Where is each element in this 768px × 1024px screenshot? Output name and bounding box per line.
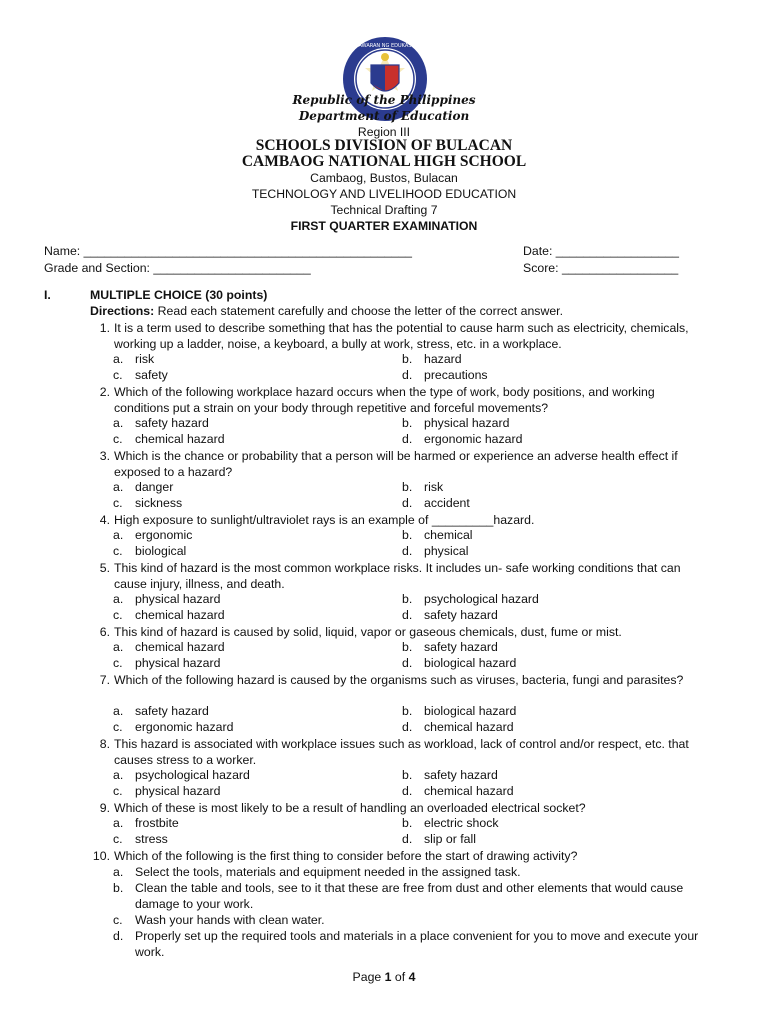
question-number: 6.	[99, 625, 110, 639]
division-line: SCHOOLS DIVISION OF BULACAN	[255, 137, 513, 154]
question-number: 10.	[92, 849, 110, 863]
option-c[interactable]: c. physical hazard	[113, 656, 221, 670]
question-text: This hazard is associated with workplace issues such as workload, lack of control and/or respect, etc. that causes stress to a worker.	[114, 737, 689, 767]
subject-line: Technical Drafting 7	[330, 203, 438, 217]
question-number: 1.	[99, 321, 110, 335]
option-c[interactable]: c. chemical hazard	[113, 432, 225, 446]
question-text: Which is the chance or probability that a person will be harmed or experience an adverse health effect if exposed to a hazard?	[114, 449, 678, 479]
question	[90, 848, 702, 864]
question	[90, 512, 702, 528]
question-number: 7.	[99, 673, 110, 687]
question-number: 2.	[99, 385, 110, 399]
option-a[interactable]: a. safety hazard	[113, 416, 209, 430]
question	[90, 320, 702, 352]
question-text: High exposure to sunlight/ultraviolet rays is an example of _________hazard.	[114, 513, 535, 527]
exam-title: FIRST QUARTER EXAMINATION	[290, 219, 478, 233]
name-field[interactable]: Name: ________________________________________________	[44, 244, 412, 258]
option-a[interactable]: a. chemical hazard	[113, 640, 225, 654]
question-number: 4.	[99, 513, 110, 527]
option-d[interactable]: d. chemical hazard	[402, 784, 514, 798]
option-b[interactable]: b. Clean the table and tools, see to it that these are free from dust and other elements that would cause damage to your work.	[113, 881, 684, 911]
grade-section-field[interactable]: Grade and Section: _______________________	[44, 261, 311, 275]
option-a[interactable]: a. risk	[113, 352, 155, 366]
question	[90, 560, 702, 592]
option-a[interactable]: a. safety hazard	[113, 704, 209, 718]
question-number: 3.	[99, 449, 110, 463]
option-b[interactable]: b. safety hazard	[402, 768, 498, 782]
question	[90, 736, 702, 768]
option-b[interactable]: b. hazard	[402, 352, 462, 366]
question	[90, 624, 702, 640]
option-c[interactable]: c. ergonomic hazard	[113, 720, 234, 734]
option-c[interactable]: c. Wash your hands with clean water.	[113, 913, 325, 927]
option-d[interactable]: d. precautions	[402, 368, 488, 382]
question-number: 9.	[99, 801, 110, 815]
option-d[interactable]: d. ergonomic hazard	[402, 432, 523, 446]
option-d[interactable]: d. Properly set up the required tools and materials in a place convenient for you to move and execute your work.	[113, 929, 699, 959]
date-field[interactable]: Date: __________________	[523, 244, 679, 258]
option-d[interactable]: d. safety hazard	[402, 608, 498, 622]
directions-label: Directions:	[90, 304, 155, 318]
region-line: Region III	[357, 125, 411, 139]
question-text: Which of the following is the first thing to consider before the start of drawing activity?	[114, 849, 578, 863]
option-b[interactable]: b. biological hazard	[402, 704, 517, 718]
directions	[90, 304, 563, 318]
score-field[interactable]: Score: _________________	[523, 261, 679, 275]
option-b[interactable]: b. chemical	[402, 528, 473, 542]
option-d[interactable]: d. slip or fall	[402, 832, 476, 846]
option-c[interactable]: c. stress	[113, 832, 168, 846]
option-b[interactable]: b. safety hazard	[402, 640, 498, 654]
department-line: Department of Education	[298, 109, 470, 123]
question	[90, 384, 702, 416]
option-b[interactable]: b. risk	[402, 480, 444, 494]
option-d[interactable]: d. biological hazard	[402, 656, 517, 670]
option-c[interactable]: c. sickness	[113, 496, 183, 510]
question-text: This kind of hazard is the most common workplace risks. It includes un- safe working conditions that can cause injury, illness, and death.	[114, 561, 681, 591]
section-number: I.	[44, 288, 51, 302]
page-number: Page 1 of 4	[352, 970, 416, 984]
option-d[interactable]: d. accident	[402, 496, 470, 510]
seal-lettering: KAGAWARAN NG EDUKASYON	[348, 43, 422, 49]
option-a[interactable]: a. ergonomic	[113, 528, 193, 542]
option-a[interactable]: a. psychological hazard	[113, 768, 250, 782]
subject-area-line: TECHNOLOGY AND LIVELIHOOD EDUCATION	[251, 187, 517, 201]
option-a[interactable]: a. Select the tools, materials and equipment needed in the assigned task.	[113, 865, 521, 879]
option-c[interactable]: c. physical hazard	[113, 784, 221, 798]
option-b[interactable]: b. physical hazard	[402, 416, 510, 430]
option-c[interactable]: c. chemical hazard	[113, 608, 225, 622]
address-line: Cambaog, Bustos, Bulacan	[310, 171, 458, 185]
option-a[interactable]: a. frostbite	[113, 816, 179, 830]
section-title: MULTIPLE CHOICE (30 points)	[90, 288, 268, 302]
option-c[interactable]: c. safety	[113, 368, 168, 382]
question-text: Which of these is most likely to be a result of handling an overloaded electrical socket?	[114, 801, 586, 815]
option-b[interactable]: b. electric shock	[402, 816, 499, 830]
option-a[interactable]: a. danger	[113, 480, 174, 494]
directions-text: Read each statement carefully and choose the letter of the correct answer.	[154, 304, 563, 318]
question	[90, 800, 702, 816]
question-text: It is a term used to describe something that has the potential to cause harm such as electricity, chemicals, working up a ladder, noise, a keyboard, a bully at work, stress, etc. in a workplace.	[114, 321, 689, 351]
option-c[interactable]: c. biological	[113, 544, 187, 558]
question-number: 8.	[99, 737, 110, 751]
republic-line: Republic of the Philippines	[292, 93, 476, 107]
question	[90, 448, 702, 480]
question-text: Which of the following hazard is caused by the organisms such as viruses, bacteria, fungi and parasites?	[114, 673, 684, 687]
option-d[interactable]: d. physical	[402, 544, 469, 558]
question-text: This kind of hazard is caused by solid, liquid, vapor or gaseous chemicals, dust, fume or mist.	[114, 625, 622, 639]
option-d[interactable]: d. chemical hazard	[402, 720, 514, 734]
school-line: CAMBAOG NATIONAL HIGH SCHOOL	[241, 153, 527, 170]
option-b[interactable]: b. psychological hazard	[402, 592, 539, 606]
option-a[interactable]: a. physical hazard	[113, 592, 221, 606]
question-number: 5.	[99, 561, 110, 575]
question-text: Which of the following workplace hazard occurs when the type of work, body positions, and working conditions put a strain on your body through repetitive and forceful movements?	[114, 385, 655, 415]
question	[90, 672, 702, 688]
